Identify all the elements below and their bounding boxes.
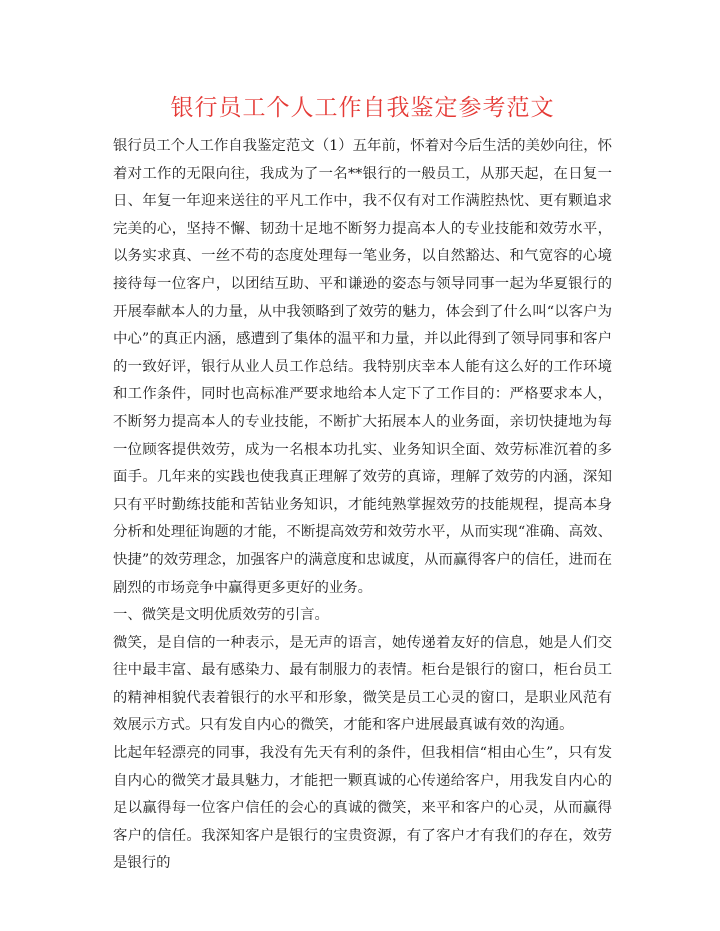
paragraph-smile: 微笑，是自信的一种表示，是无声的语言，她传递着友好的信息，她是人们交往中最丰富、最有感染力、最有制服力的表情。柜台是银行的窗口，柜台员工的精神相貌代表着银行的水平和形象，微笑是员工心灵的窗口，是职业风范有效展示方式。只有发自内心的微笑，才能和客户进展最真诚有效的沟通。 <box>113 634 612 734</box>
paragraph-sincere-smile: 比起年轻漂亮的同事，我没有先天有利的条件，但我相信“相由心生”，只有发自内心的微笑才最具魅力，才能把一颗真诚的心传递给客户，用我发自内心的足以赢得每一位客户信任的会心的真诚的微笑，来平和客户的心灵，从而赢得客户的信任。我深知客户是银行的宝贵资源，有了客户才有我们的存在，效劳是银行的 <box>113 745 612 872</box>
paragraph-intro: 银行员工个人工作自我鉴定范文（1）五年前，怀着对今后生活的美妙向往，怀着对工作的无限向往，我成为了一名**银行的一般员工，从那天起，在日复一日、年复一年迎来送往的平凡工作中，我不仅有对工作满腔热忱、更有颗追求完美的心，坚持不懈、韧劲十足地不断努力提高本人的专业技能和效劳水平，以务实求真、一丝不苟的态度处理每一笔业务，以自然豁达、和气宽容的心境接待每一位客户，以团结互助、平和谦逊的姿态与领导同事一起为华夏银行的开展奉献本人的力量，从中我领略到了效劳的魅力，体会到了什么叫“以客户为中心”的真正内涵，感遭到了集体的温平和力量，并以此得到了领导同事和客户的一致好评，银行从业人员工作总结。我特别庆幸本人能有这么好的工作环境和工作条件，同时也高标准严要求地给本人定下了工作目的：严格要求本人，不断努力提高本人的专业技能，不断扩大拓展本人的业务面，亲切快捷地为每一位顾客提供效劳，成为一名根本功扎实、业务知识全面、效劳标准沉着的多面手。几年来的实践也使我真正理解了效劳的真谛，理解了效劳的内涵，深知只有平时勤练技能和苦钻业务知识，才能纯熟掌握效劳的技能规程，提高本身分析和处理征询题的才能，不断提高效劳和效劳水平，从而实现“准确、高效、快捷”的效劳理念，加强客户的满意度和忠诚度，从而赢得客户的信任，进而在剧烈的市场竞争中赢得更多更好的业务。 <box>113 138 612 596</box>
document-title: 银行员工个人工作自我鉴定参考范文 <box>170 95 555 121</box>
section-heading-smile: 一、微笑是文明优质效劳的引言。 <box>113 607 329 624</box>
